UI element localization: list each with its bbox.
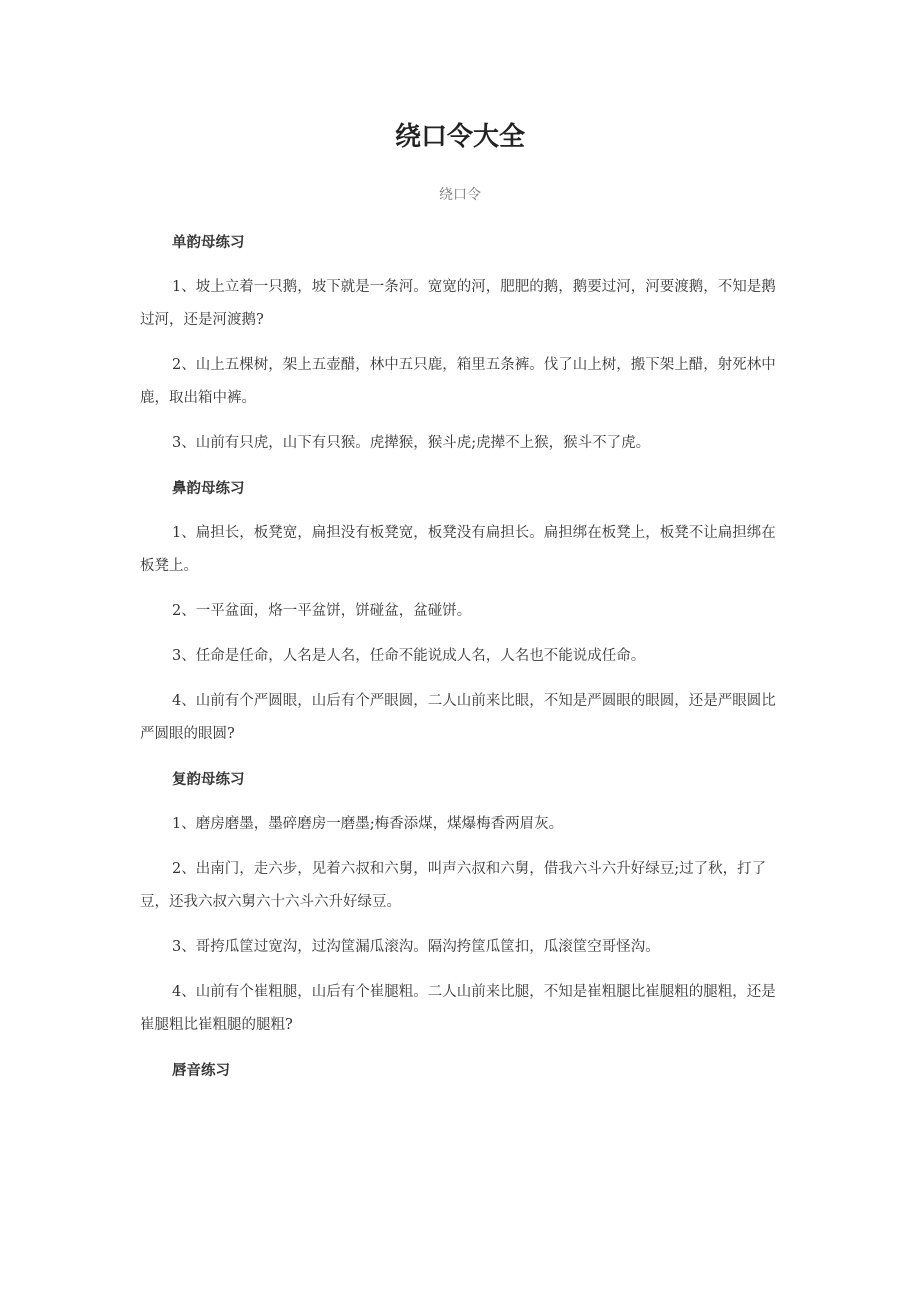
paragraph: 4、山前有个崔粗腿，山后有个崔腿粗。二人山前来比腿，不知是崔粗腿比崔腿粗的腿粗，还是崔腿粗比崔粗腿的腿粗? <box>140 984 776 1033</box>
section-heading: 鼻韵母练习 <box>172 480 245 497</box>
paragraph: 2、出南门，走六步，见着六叔和六舅，叫声六叔和六舅，借我六斗六升好绿豆;过了秋，打了豆，还我六叔六舅六十六斗六升好绿豆。 <box>140 861 767 910</box>
paragraph: 1、扁担长，板凳宽，扁担没有板凳宽，板凳没有扁担长。扁担绑在板凳上，板凳不让扁担绑在板凳上。 <box>140 525 776 574</box>
document-subtitle: 绕口令 <box>439 187 481 203</box>
paragraph: 3、哥挎瓜筐过宽沟，过沟筐漏瓜滚沟。隔沟挎筐瓜筐扣，瓜滚筐空哥怪沟。 <box>172 939 660 955</box>
paragraph: 2、一平盆面，烙一平盆饼，饼碰盆，盆碰饼。 <box>172 603 472 619</box>
section-heading: 单韵母练习 <box>172 234 245 251</box>
paragraph: 3、山前有只虎，山下有只猴。虎撵猴，猴斗虎;虎撵不上猴，猴斗不了虎。 <box>172 435 651 451</box>
paragraph: 1、磨房磨墨，墨碎磨房一磨墨;梅香添煤，煤爆梅香两眉灰。 <box>172 816 564 832</box>
paragraph: 1、坡上立着一只鹅，坡下就是一条河。宽宽的河，肥肥的鹅，鹅要过河，河要渡鹅，不知是鹅过河，还是河渡鹅? <box>140 279 776 328</box>
paragraph: 2、山上五棵树，架上五壶醋，林中五只鹿，箱里五条裤。伐了山上树，搬下架上醋，射死林中鹿，取出箱中裤。 <box>140 357 776 406</box>
document-body <box>140 226 780 1099</box>
paragraph: 4、山前有个严圆眼，山后有个严眼圆，二人山前来比眼，不知是严圆眼的眼圆，还是严眼圆比严圆眼的眼圆? <box>140 693 776 742</box>
section-heading: 复韵母练习 <box>172 771 245 788</box>
document-title: 绕口令大全 <box>394 122 525 152</box>
paragraph: 3、任命是任命，人名是人名，任命不能说成人名，人名也不能说成任命。 <box>172 648 646 664</box>
section-heading: 唇音练习 <box>172 1062 230 1079</box>
